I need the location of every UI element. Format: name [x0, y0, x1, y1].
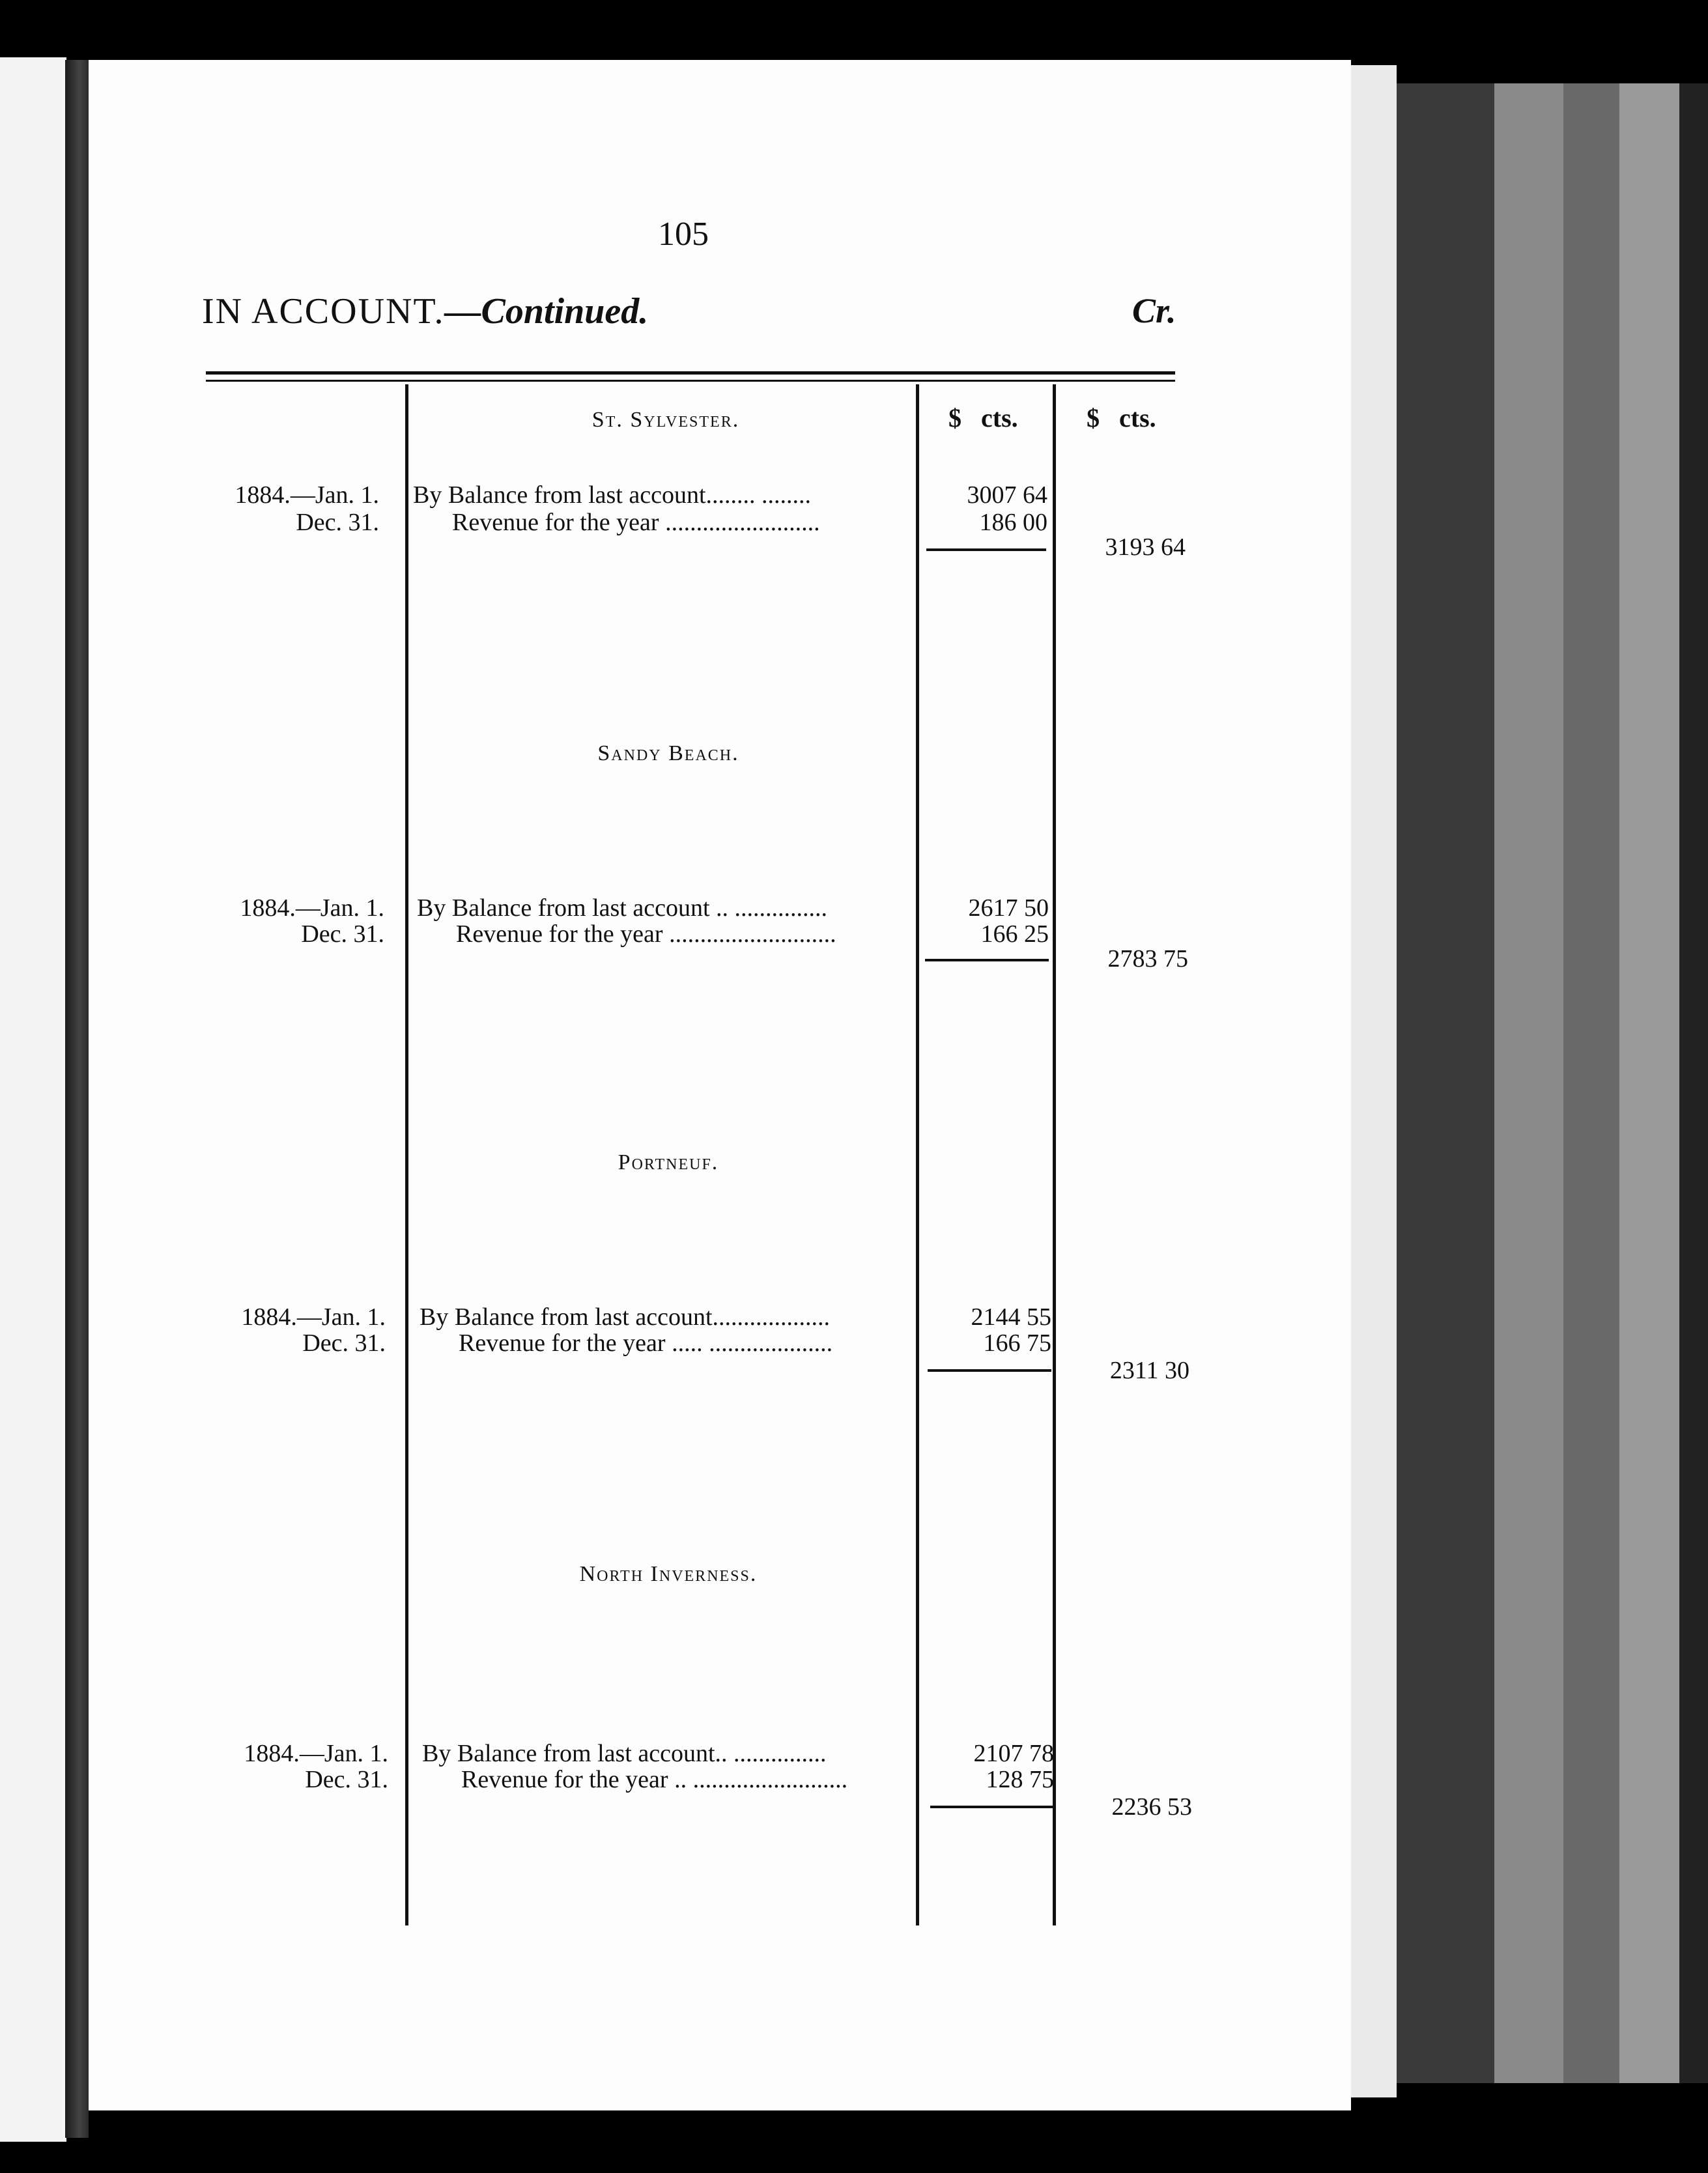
- section-total: 3193 64: [1105, 533, 1186, 561]
- column-divider-description: [405, 384, 408, 1925]
- entry-amount: 2617 50: [968, 894, 1049, 922]
- entry-amount: 128 75: [986, 1766, 1054, 1793]
- facing-page-edge: [0, 57, 66, 2142]
- header-rule-bottom: [206, 380, 1175, 382]
- entry-date: 1884.—Jan. 1.: [244, 1740, 388, 1767]
- sum-line: [930, 1806, 1054, 1808]
- header-credit-label: Cr.: [1132, 291, 1176, 330]
- entry-description: By Balance from last account........ ........: [413, 481, 812, 509]
- entry-description: By Balance from last account .. ...............: [417, 894, 828, 922]
- entry-date: Dec. 31.: [302, 1329, 386, 1357]
- entry-amount: 166 75: [983, 1329, 1051, 1357]
- section-title: North Inverness.: [579, 1562, 758, 1586]
- entry-date: Dec. 31.: [301, 920, 384, 948]
- section-title: St. Sylvester.: [591, 408, 740, 432]
- entry-description: Revenue for the year ..... ....................: [459, 1329, 833, 1357]
- sum-line: [925, 959, 1049, 961]
- entry-date: Dec. 31.: [296, 509, 379, 536]
- page-number: 105: [658, 216, 709, 253]
- amount-column-header: $ cts.: [948, 403, 1018, 433]
- entry-amount: 2144 55: [971, 1303, 1051, 1331]
- header-title: [202, 291, 648, 332]
- entry-amount: 2107 78: [973, 1740, 1054, 1767]
- section-total: 2783 75: [1107, 945, 1188, 973]
- column-divider-amount: [916, 384, 919, 1925]
- page-stack-3: [1563, 83, 1619, 2083]
- entry-date: 1884.—Jan. 1.: [241, 1303, 386, 1331]
- column-divider-total: [1053, 384, 1056, 1925]
- section-title: Portneuf.: [618, 1150, 719, 1174]
- entry-date: 1884.—Jan. 1.: [235, 481, 379, 509]
- header-continued: —Continued.: [444, 291, 649, 332]
- sum-line: [926, 548, 1046, 551]
- book-gutter: [65, 60, 89, 2138]
- page-edge: [1351, 65, 1397, 2097]
- page-stack-5: [1679, 83, 1708, 2083]
- entry-description: Revenue for the year .. .........................: [461, 1766, 848, 1793]
- page-stack-4: [1619, 83, 1679, 2083]
- entry-amount: 186 00: [979, 509, 1047, 536]
- entry-description: By Balance from last account...................: [420, 1303, 831, 1331]
- section-total: 2311 30: [1109, 1357, 1189, 1384]
- page-stack-1: [1397, 83, 1494, 2083]
- entry-description: Revenue for the year ...........................: [456, 920, 836, 948]
- entry-date: Dec. 31.: [305, 1766, 388, 1793]
- section-title: Sandy Beach.: [597, 741, 739, 765]
- entry-amount: 3007 64: [967, 481, 1047, 509]
- entry-amount: 166 25: [980, 920, 1049, 948]
- header-title-text: IN ACCOUNT.: [202, 291, 445, 332]
- entry-date: 1884.—Jan. 1.: [240, 894, 384, 922]
- entry-description: By Balance from last account.. ...............: [422, 1740, 827, 1767]
- section-total: 2236 53: [1111, 1793, 1192, 1821]
- sum-line: [928, 1369, 1051, 1372]
- total-column-header: $ cts.: [1087, 403, 1156, 433]
- header-rule-top: [206, 371, 1175, 375]
- page-stack-2: [1494, 83, 1563, 2083]
- entry-description: Revenue for the year .........................: [452, 509, 820, 536]
